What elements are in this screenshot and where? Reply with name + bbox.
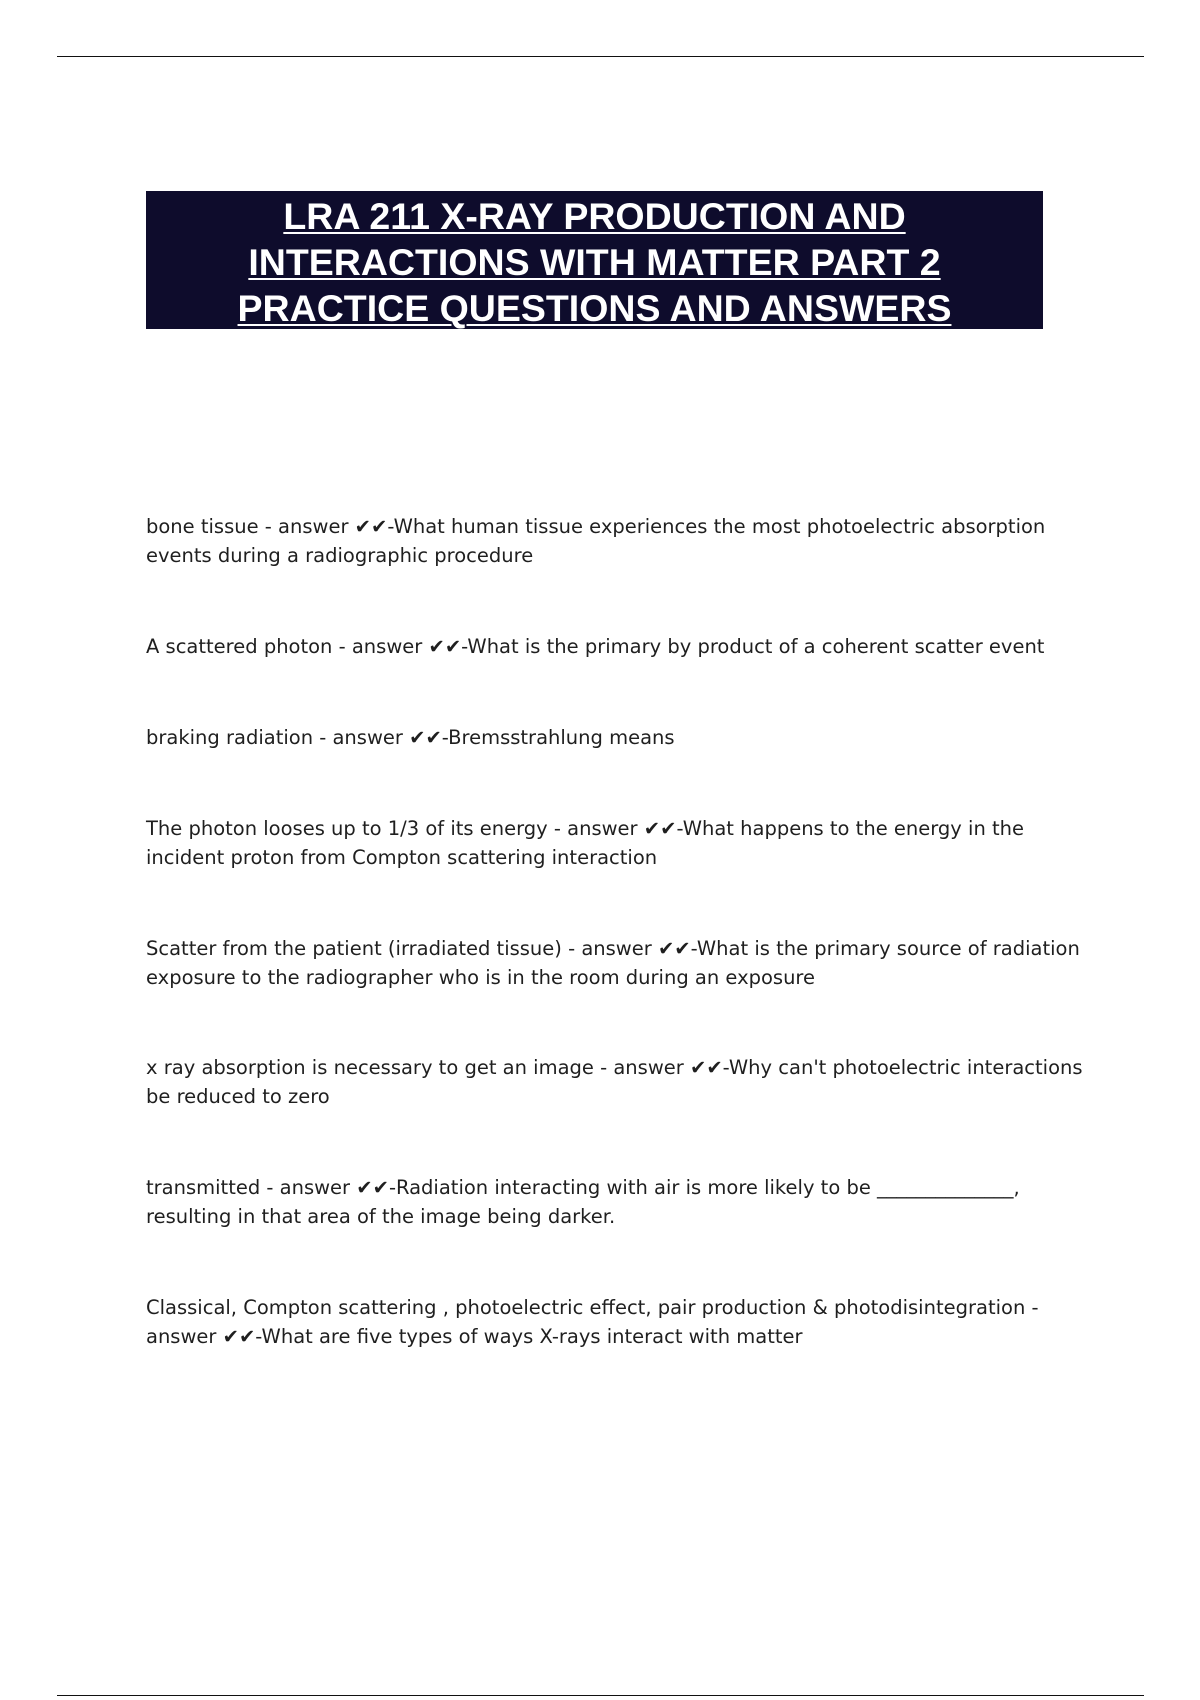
qa-item-8-text: Classical, Compton scattering , photoelectric effect, pair production & photodisintegration - answer ✔✔-What are five types of ways X-rays interact with matter (146, 1296, 1045, 1348)
qa-item-3 (146, 723, 1091, 752)
qa-item-6-text: x ray absorption is necessary to get an image - answer ✔✔-Why can't photoelectric interactions be reduced to zero (146, 1056, 1089, 1108)
qa-item-5 (146, 934, 1091, 992)
qa-item-6 (146, 1053, 1091, 1111)
document-title-line-3: PRACTICE QUESTIONS AND ANSWERS (237, 287, 952, 329)
qa-item-2-text: A scattered photon - answer ✔✔-What is the primary by product of a coherent scatter event (146, 635, 1045, 658)
qa-item-4 (146, 814, 1091, 872)
footer-rule (57, 1695, 1144, 1696)
qa-item-1 (146, 512, 1091, 570)
qa-item-4-text: The photon looses up to 1/3 of its energy - answer ✔✔-What happens to the energy in the incident proton from Compton scattering interaction (146, 817, 1031, 869)
qa-item-8 (146, 1293, 1091, 1351)
qa-item-7 (146, 1173, 1091, 1231)
qa-item-5-text: Scatter from the patient (irradiated tissue) - answer ✔✔-What is the primary source of radiation exposure to the radiographer who is in the room during an exposure (146, 937, 1087, 989)
header-rule (57, 56, 1144, 57)
document-title-banner (146, 191, 1043, 329)
qa-item-2 (146, 632, 1091, 661)
qa-item-1-text: bone tissue - answer ✔✔-What human tissue experiences the most photoelectric absorption events during a radiographic procedure (146, 515, 1052, 567)
document-title-line-1: LRA 211 X-RAY PRODUCTION AND (283, 195, 906, 237)
qa-item-7-text: transmitted - answer ✔✔-Radiation interacting with air is more likely to be ______________, resulting in that area of the image being darker. (146, 1176, 1026, 1228)
qa-item-3-text: braking radiation - answer ✔✔-Bremsstrahlung means (146, 726, 675, 749)
document-title-line-2: INTERACTIONS WITH MATTER PART 2 (248, 241, 941, 283)
